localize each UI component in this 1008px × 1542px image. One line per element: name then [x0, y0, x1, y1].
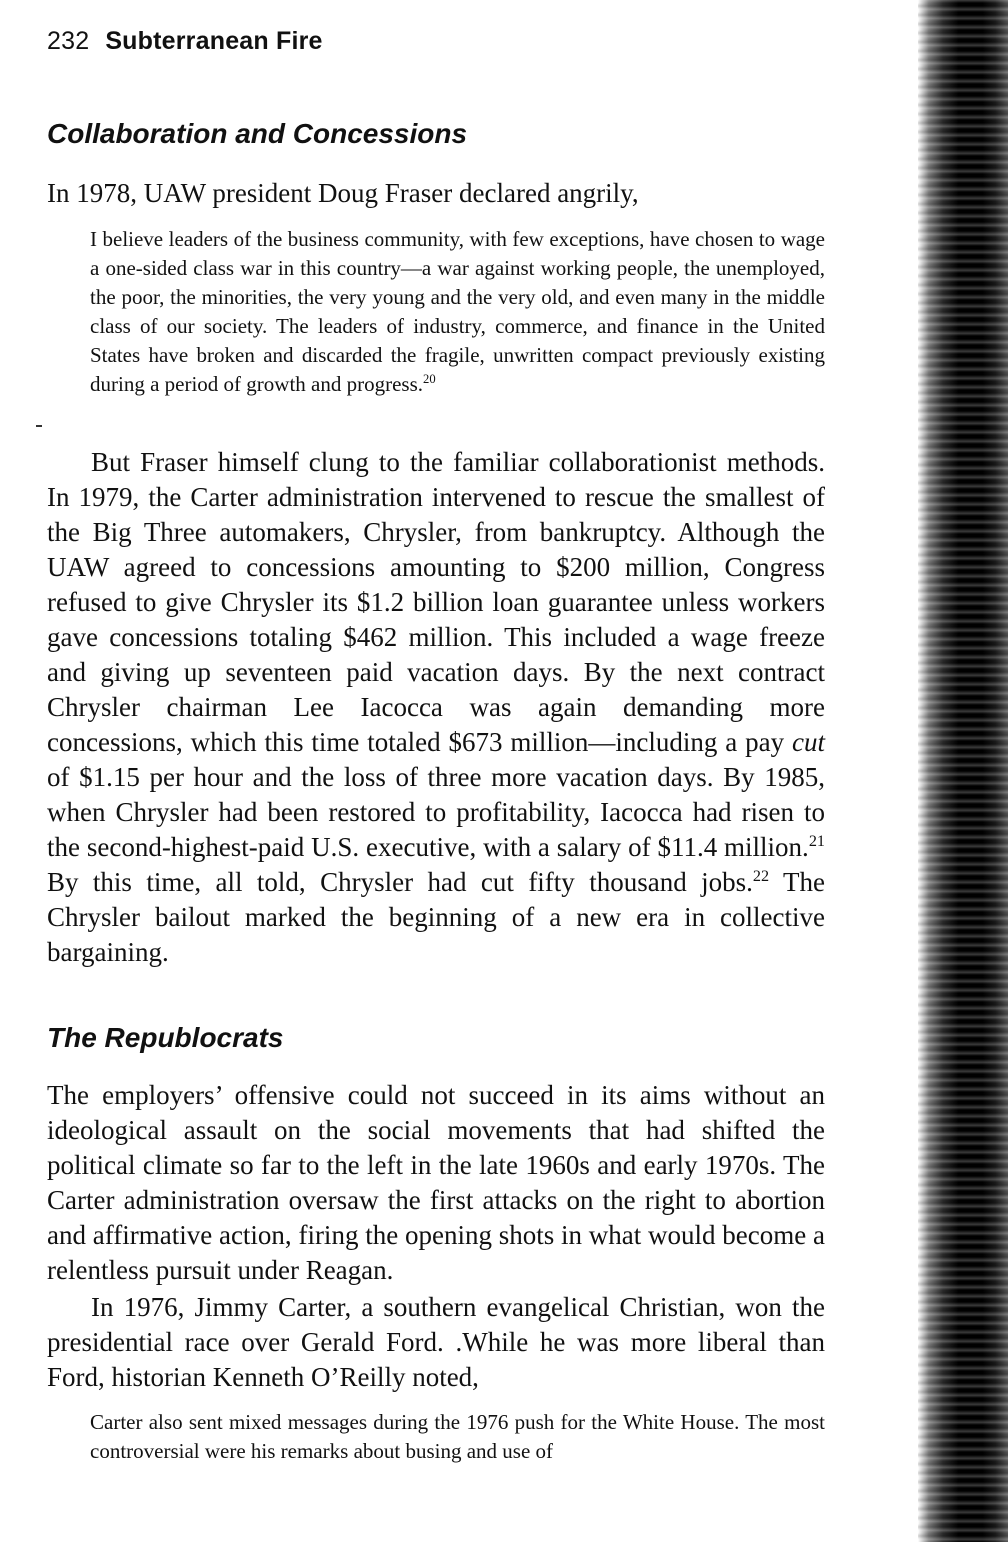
binding-shadow	[918, 0, 1008, 1542]
oreilly-block-quote: Carter also sent mixed messages during the 1976 push for the White House. The most controversial were his remarks about busing and use of	[90, 1410, 825, 1463]
chrysler-text-a: But Fraser himself clung to the familiar collaborationist methods. In 1979, the Carter administration intervened to rescue the smallest of the Big Three automakers, Chrysler, from bankruptcy. Although the UAW agreed to concessions amounting to $200 million, Congress refused to give Chrysler its $1.2 billion loan guarantee unless workers gave concessions totaling $462 million. This included a wage freeze and giving up seventeen paid vacation days. By the next contract Chrysler chairman Lee Iacocca was again demanding more concessions, which this time totaled $673 million—including a pay	[47, 447, 825, 757]
offensive-paragraph: The employers’ offensive could not succeed in its aims without an ideological assault on the social movements that had shifted the political climate so far to the left in the late 1960s and early 1970s. The Carter administration oversaw the first attacks on the right to abortion and affirmative action, firing the opening shots in what would become a relentless pursuit under Reagan.	[47, 1080, 825, 1285]
scan-mark	[36, 425, 42, 427]
book-title: Subterranean Fire	[105, 27, 323, 55]
fraser-quote-text: I believe leaders of the business community, with few exceptions, have chosen to wage a one-sided class war in this country—a war against working people, the unemployed, the poor, the minorities, the very young and the very old, and even many in the middle class of our society. The leaders of industry, commerce, and finance in the United States have broken and discarded the fragile, unwritten compact previously existing during a period of growth and progress.	[90, 227, 825, 396]
footnote-ref-21: 21	[808, 832, 825, 850]
chrysler-text-c: By this time, all told, Chrysler had cut fifty thousand jobs.	[47, 867, 753, 897]
page-number: 232	[47, 27, 90, 55]
footnote-ref-22: 22	[752, 867, 770, 885]
intro-paragraph: In 1978, UAW president Doug Fraser declared angrily,	[47, 178, 639, 208]
chrysler-text-d: The Chrysler bailout marked the beginning of a new era in collective bargaining.	[47, 867, 826, 967]
chrysler-paragraph	[47, 445, 825, 970]
chrysler-text-b: of $1.15 per hour and the loss of three more vacation days. By 1985, when Chrysler had been restored to profitability, Iacocca had risen to the second-highest-paid U.S. executive, with a salary of $11.4 million.	[47, 762, 825, 862]
running-head	[47, 27, 323, 56]
fraser-block-quote	[90, 225, 825, 399]
emphasis-cut: cut	[792, 727, 825, 757]
carter-paragraph: In 1976, Jimmy Carter, a southern evangelical Christian, won the presidential race over Gerald Ford. .While he was more liberal than Ford, historian Kenneth O’Reilly noted,	[47, 1292, 825, 1392]
section-heading-collaboration: Collaboration and Concessions	[47, 118, 468, 149]
section-heading-republocrats: The Republocrats	[47, 1022, 284, 1053]
footnote-ref-20: 20	[423, 372, 436, 386]
